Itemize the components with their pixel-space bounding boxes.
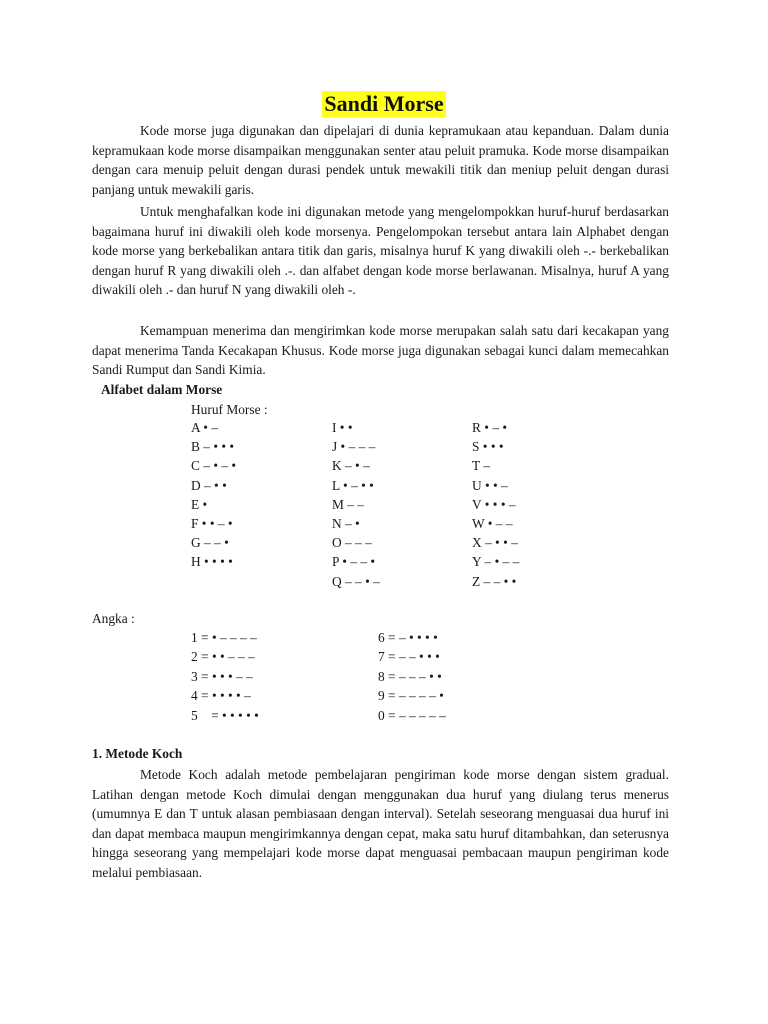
morse-entry: M – – xyxy=(332,496,364,512)
koch-heading: 1. Metode Koch xyxy=(92,746,183,761)
paragraph-2-text: Untuk menghafalkan kode ini digunakan metode yang mengelompokkan huruf-huruf berdasarkan bagaimana huruf ini diwakili oleh kode morsenya. Pengelompokan tersebut antara lain Alphabet dengan kode morse yang berkebalikan antara titik dan garis, misalnya huruf K yang diwakili oleh -.- berkebalikan dengan huruf R yang diwakili oleh .-. dan alfabet dengan kode morse berlawanan. Misalnya, huruf A yang diwakili oleh .- dan huruf N yang diwakili oleh -. xyxy=(92,204,669,298)
morse-entry: W • – – xyxy=(472,516,513,532)
number-entry: 0 = – – – – – xyxy=(378,707,446,723)
morse-entry: O – – – xyxy=(332,535,372,551)
number-entry: 9 = – – – – • xyxy=(378,688,444,704)
morse-entry: A • – xyxy=(191,420,219,435)
morse-entry: B – • • • xyxy=(191,439,235,455)
alphabet-column-1 xyxy=(191,418,236,572)
huruf-morse-label: Huruf Morse : xyxy=(191,402,268,417)
number-entry: 6 = – • • • • xyxy=(378,630,438,645)
alphabet-heading: Alfabet dalam Morse xyxy=(101,382,223,397)
morse-entry: Y – • – – xyxy=(472,554,520,570)
morse-entry: N – • xyxy=(332,516,360,532)
morse-entry: F • • – • xyxy=(191,516,233,532)
alphabet-column-2 xyxy=(332,418,380,591)
number-entry: 4 = • • • • – xyxy=(191,688,251,704)
alphabet-column-3 xyxy=(472,418,519,591)
number-entry: 1 = • – – – – xyxy=(191,630,257,645)
morse-entry: E • xyxy=(191,496,208,512)
paragraph-1-text: Kode morse juga digunakan dan dipelajari di dunia kepramukaan atau kepanduan. Dalam dunia kepramukaan kode morse disampaikan menggunakan senter atau peluit pramuka. Kode morse disampaikan dengan cara menuip peluit dengan durasi pendek untuk mewakili titik dan meniup peluit dengan durasi panjang untuk mewakili garis. xyxy=(92,123,669,197)
morse-entry: Z – – • • xyxy=(472,573,517,589)
morse-entry: S • • • xyxy=(472,439,504,455)
morse-entry: U • • – xyxy=(472,477,508,493)
morse-entry: V • • • – xyxy=(472,496,516,512)
paragraph-3 xyxy=(92,321,669,380)
title-container xyxy=(0,91,768,117)
number-entry: 8 = – – – • • xyxy=(378,668,442,684)
paragraph-3-text: Kemampuan menerima dan mengirimkan kode morse merupakan salah satu dari kecakapan yang dapat menerima Tanda Kecakapan Khusus. Kode morse juga digunakan sebagai kunci dalam memecahkan Sandi Rumput dan Sandi Kimia. xyxy=(92,323,669,378)
number-entry: 2 = • • – – – xyxy=(191,649,255,665)
morse-entry: D – • • xyxy=(191,477,227,493)
paragraph-koch-text: Metode Koch adalah metode pembelajaran pengiriman kode morse dengan sistem gradual. Latihan dengan metode Koch dimulai dengan menggunakan dua huruf yang diulang terus menerus (umumnya E dan T untuk alasan pembiasaan dengan interval). Setelah seseorang menguasai dua huruf ini dan dapat membaca maupun mengirimkannya dengan cepat, maka satu huruf ditambahkan, dan seterusnya hingga seseorang yang mempelajari kode morse dapat menguasai pembacaan maupun pengiriman kode melalui pembiasaan. xyxy=(92,767,669,880)
morse-entry: C – • – • xyxy=(191,458,237,474)
paragraph-2 xyxy=(92,202,669,300)
number-entry: 5 = • • • • • xyxy=(191,707,259,723)
page-title: Sandi Morse xyxy=(324,91,444,116)
angka-label: Angka : xyxy=(92,611,135,626)
morse-entry: R • – • xyxy=(472,420,508,435)
morse-entry: K – • – xyxy=(332,458,370,474)
morse-entry: L • – • • xyxy=(332,477,374,493)
morse-entry: Q – – • – xyxy=(332,573,380,589)
number-entry: 7 = – – • • • xyxy=(378,649,440,665)
morse-entry: X – • • – xyxy=(472,535,518,551)
morse-entry: H • • • • xyxy=(191,554,233,570)
morse-entry: T – xyxy=(472,458,490,474)
morse-entry: I • • xyxy=(332,420,353,435)
number-column-2 xyxy=(378,628,446,725)
morse-entry: J • – – – xyxy=(332,439,376,455)
number-entry: 3 = • • • – – xyxy=(191,668,253,684)
number-column-1 xyxy=(191,628,259,725)
paragraph-koch xyxy=(92,765,669,883)
paragraph-1 xyxy=(92,121,669,199)
morse-entry: P • – – • xyxy=(332,554,376,570)
morse-entry: G – – • xyxy=(191,535,229,551)
